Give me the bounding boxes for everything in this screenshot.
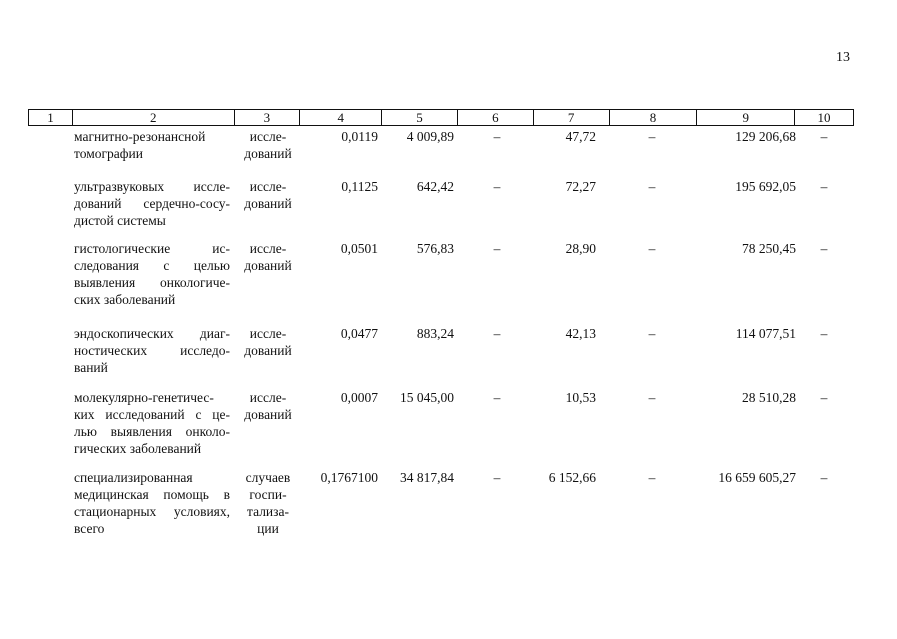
row-unit-line: дований [244, 343, 292, 358]
row-name [74, 325, 230, 376]
header-col-3: 3 [235, 110, 301, 125]
cell-c9: 78 250,45 [742, 241, 796, 256]
header-col-4: 4 [300, 110, 382, 125]
header-col-6: 6 [458, 110, 534, 125]
row-unit-line: случаев [245, 470, 291, 485]
cell-c10: – [820, 129, 828, 144]
cell-c8: – [648, 390, 656, 405]
row-name [74, 389, 230, 457]
row-name [74, 178, 230, 229]
table-header-row [28, 109, 854, 126]
cell-c5: 15 045,00 [400, 390, 454, 405]
row-name [74, 240, 230, 308]
header-col-5: 5 [382, 110, 458, 125]
cell-c7: 10,53 [565, 390, 596, 405]
row-name-line: молекулярно-генетичес- [74, 390, 214, 405]
cell-c8: – [648, 179, 656, 194]
row-unit-line: дований [244, 146, 292, 161]
cell-c9: 28 510,28 [742, 390, 796, 405]
cell-c4: 0,0477 [340, 326, 378, 341]
row-unit-line: дований [244, 407, 292, 422]
row-name-line: ваний [74, 360, 108, 375]
cell-c5: 4 009,89 [406, 129, 454, 144]
cell-c6: – [493, 390, 501, 405]
row-unit-line: иссле- [249, 390, 287, 405]
cell-c10: – [820, 241, 828, 256]
cell-c9: 16 659 605,27 [718, 470, 796, 485]
cell-c9: 129 206,68 [735, 129, 796, 144]
row-name-line: ских заболеваний [74, 292, 176, 307]
row-unit [236, 178, 300, 212]
cell-c6: – [493, 326, 501, 341]
page-number: 13 [836, 50, 850, 65]
cell-c5: 576,83 [416, 241, 454, 256]
row-name-line: гических заболеваний [74, 441, 202, 456]
row-unit [236, 389, 300, 423]
cell-c8: – [648, 470, 656, 485]
row-name-line: медицинская помощь в [74, 487, 230, 502]
row-unit-line: тализа- [247, 504, 289, 519]
row-name [74, 469, 230, 537]
row-name-line: дований сердечно-сосу- [74, 196, 230, 211]
row-unit-line: иссле- [249, 179, 287, 194]
row-name-line: ких исследований с це- [74, 407, 230, 422]
row-unit [236, 128, 300, 162]
row-unit-line: иссле- [249, 129, 287, 144]
cell-c7: 42,13 [565, 326, 596, 341]
header-col-7: 7 [534, 110, 610, 125]
row-name-line: специализированная [74, 470, 193, 485]
cell-c4: 0,0007 [340, 390, 378, 405]
row-unit-line: иссле- [249, 326, 287, 341]
cell-c4: 0,0501 [340, 241, 378, 256]
header-col-2: 2 [73, 110, 235, 125]
row-name [74, 128, 230, 162]
cell-c4: 0,1767100 [320, 470, 378, 485]
cell-c10: – [820, 390, 828, 405]
cell-c4: 0,0119 [341, 129, 378, 144]
row-name-line: ультразвуковых иссле- [74, 179, 230, 194]
row-name-line: лью выявления онколо- [74, 424, 230, 439]
row-name-line: эндоскопических диаг- [74, 326, 230, 341]
row-unit-line: ции [257, 521, 279, 536]
row-name-line: томографии [74, 146, 143, 161]
row-unit [236, 469, 300, 537]
header-col-10: 10 [817, 110, 831, 125]
cell-c7: 6 152,66 [548, 470, 596, 485]
row-unit-line: дований [244, 258, 292, 273]
row-unit [236, 240, 300, 274]
row-name-line: всего [74, 521, 105, 536]
cell-c7: 72,27 [565, 179, 596, 194]
row-name-line: следования с целью [74, 258, 230, 273]
row-name-line: дистой системы [74, 213, 166, 228]
cell-c9: 114 077,51 [735, 326, 796, 341]
cell-c6: – [493, 241, 501, 256]
row-unit-line: дований [244, 196, 292, 211]
cell-c8: – [648, 326, 656, 341]
cell-c6: – [493, 470, 501, 485]
cell-c10: – [820, 179, 828, 194]
row-unit-line: госпи- [249, 487, 287, 502]
cell-c4: 0,1125 [341, 179, 378, 194]
cell-c10: – [820, 470, 828, 485]
row-name-line: гистологические ис- [74, 241, 230, 256]
row-name-line: выявления онкологиче- [74, 275, 230, 290]
cell-c8: – [648, 241, 656, 256]
cell-c5: 883,24 [416, 326, 454, 341]
row-name-line: стационарных условиях, [74, 504, 230, 519]
cell-c5: 642,42 [416, 179, 454, 194]
cell-c9: 195 692,05 [735, 179, 796, 194]
cell-c8: – [648, 129, 656, 144]
header-col-1: 1 [29, 110, 73, 125]
cell-c7: 47,72 [565, 129, 596, 144]
row-name-line: ностических исследо- [74, 343, 230, 358]
cell-c7: 28,90 [565, 241, 596, 256]
cell-c5: 34 817,84 [400, 470, 454, 485]
header-col-8: 8 [610, 110, 698, 125]
row-unit-line: иссле- [249, 241, 287, 256]
cell-c6: – [493, 129, 501, 144]
row-unit [236, 325, 300, 359]
cell-c6: – [493, 179, 501, 194]
row-name-line: магнитно-резонансной [74, 129, 206, 144]
cell-c10: – [820, 326, 828, 341]
header-col-9: 9 [697, 110, 795, 125]
